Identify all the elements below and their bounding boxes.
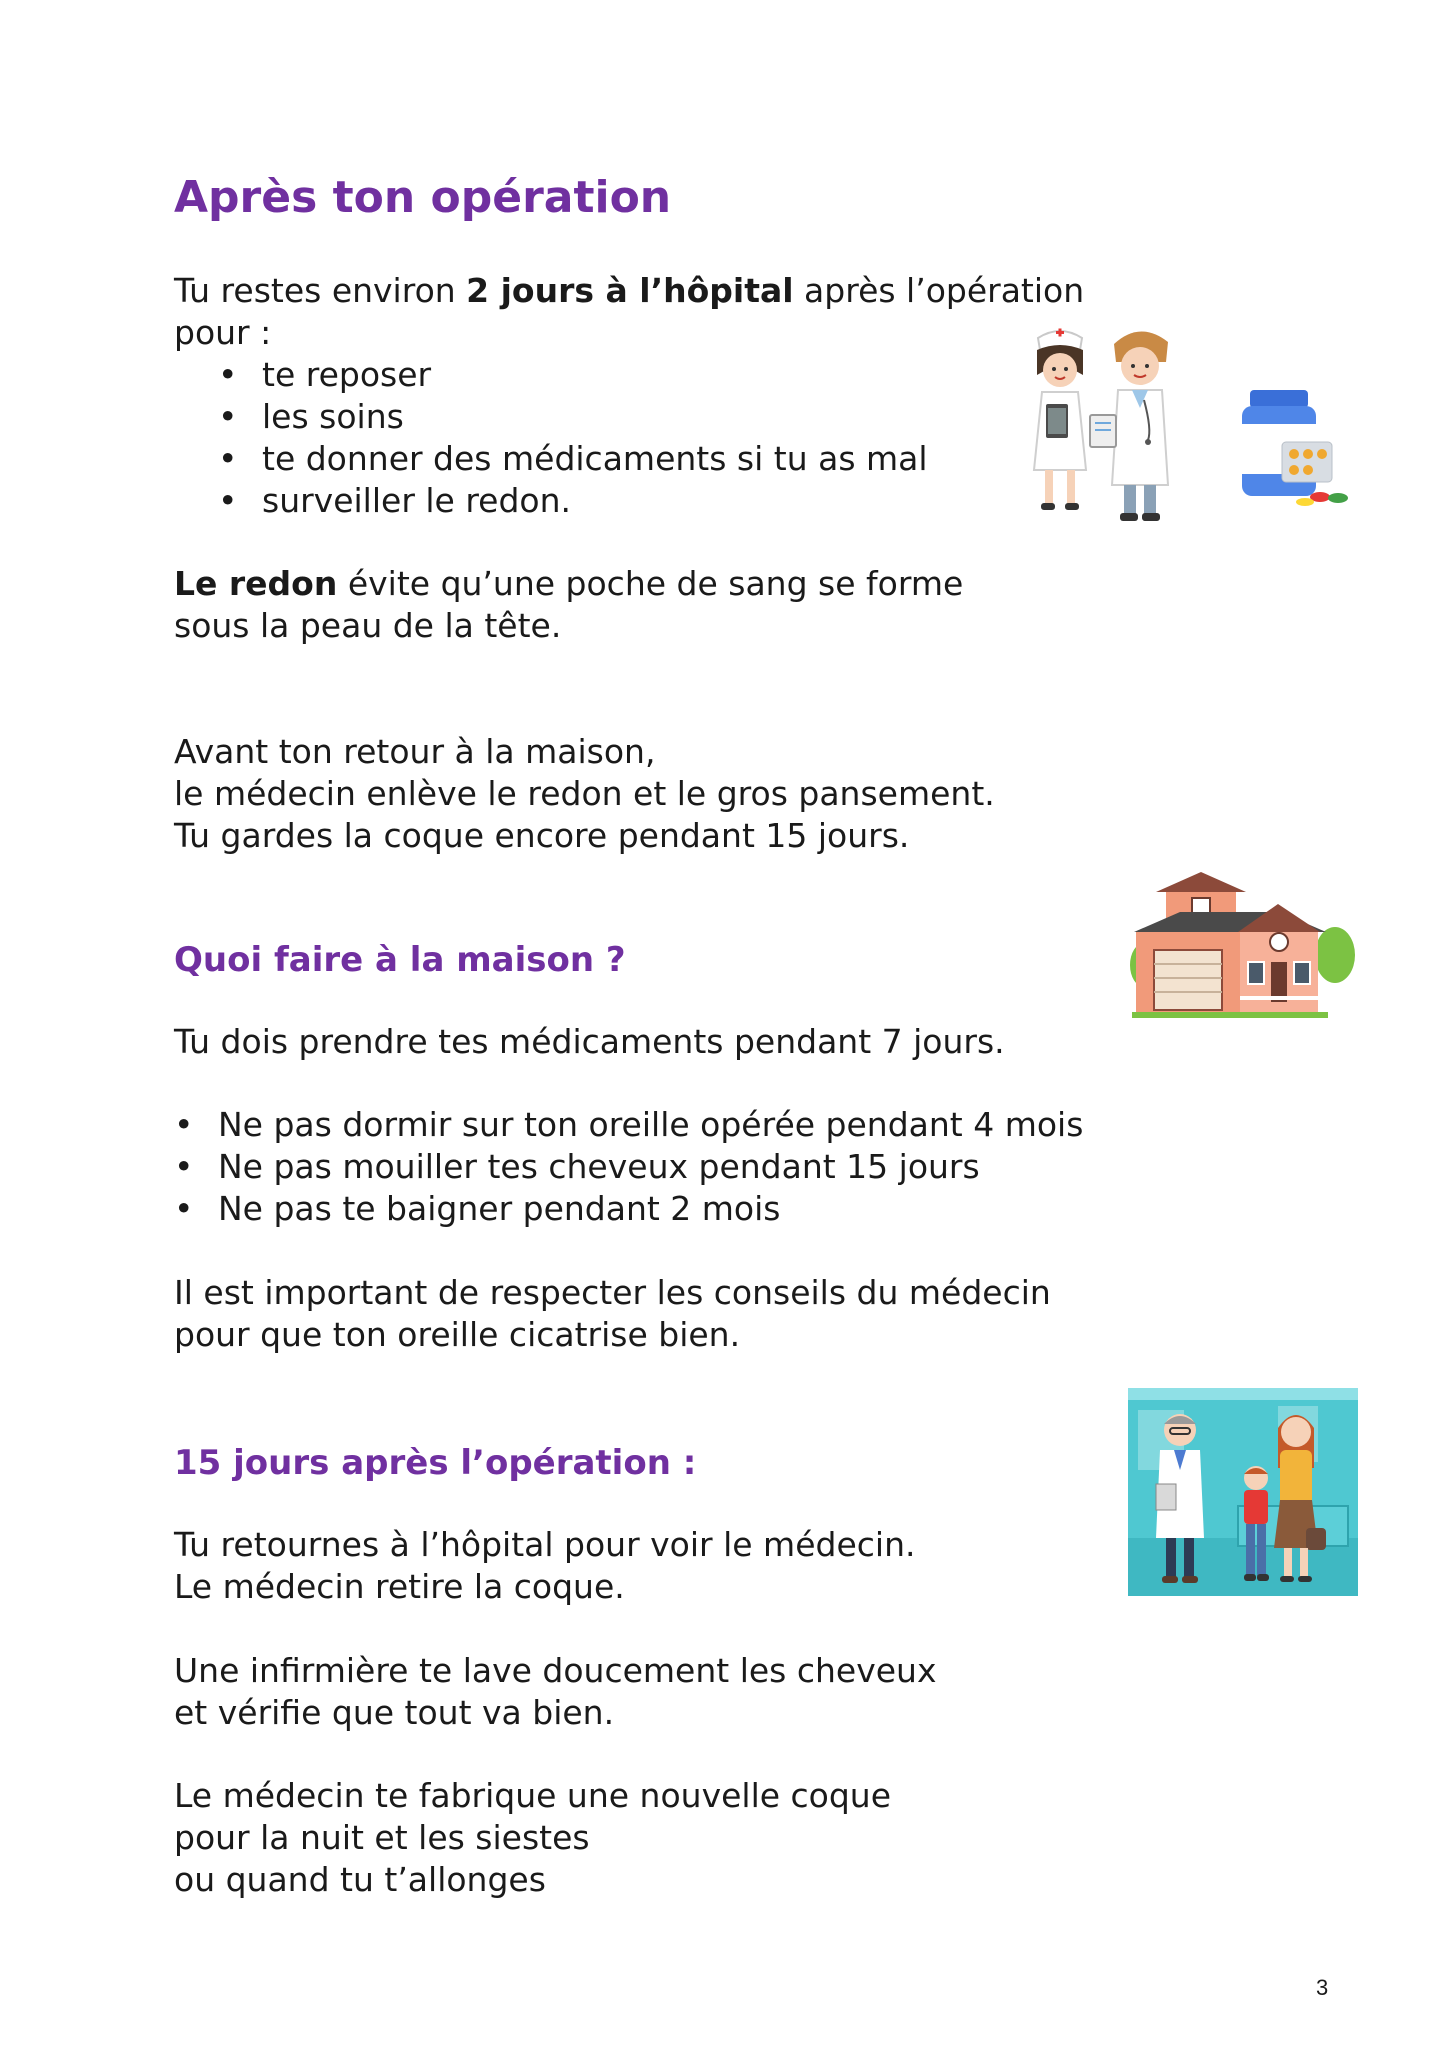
intro-bold-text: 2 jours à l’hôpital — [466, 271, 794, 310]
paragraph-line: pour que ton oreille cicatrise bien. — [174, 1315, 741, 1354]
house-icon — [1130, 872, 1355, 1018]
stay-reasons-list — [218, 354, 928, 522]
doctor-family-illustration — [1128, 1388, 1358, 1596]
paragraph-line: et vérifie que tout va bien. — [174, 1693, 615, 1732]
list-item: • te reposer — [218, 354, 928, 396]
paragraph-line: Tu gardes la coque encore pendant 15 jours. — [174, 816, 910, 855]
redon-bold-text: Le redon — [174, 564, 338, 603]
redon-text: évite qu’une poche de sang se forme — [337, 564, 964, 603]
paragraph-line: Il est important de respecter les conseils du médecin — [174, 1273, 1051, 1312]
doctor-icon — [1090, 331, 1168, 521]
medication-text: Tu dois prendre tes médicaments pendant 7 jours. — [174, 1022, 1005, 1061]
followup-paragraph-1 — [174, 1524, 1074, 1608]
paragraph-line: ou quand tu t’allonges — [174, 1860, 546, 1899]
redon-text-line2: sous la peau de la tête. — [174, 606, 562, 645]
section-heading-home: Quoi faire à la maison ? — [174, 940, 626, 980]
list-item: • Ne pas mouiller tes cheveux pendant 15 jours — [174, 1146, 1083, 1188]
home-rules-list — [174, 1104, 1083, 1230]
paragraph-line: Le médecin retire la coque. — [174, 1567, 625, 1606]
paragraph-line: Avant ton retour à la maison, — [174, 732, 656, 771]
list-item: • Ne pas te baigner pendant 2 mois — [174, 1188, 1083, 1230]
medical-staff-illustration — [1020, 320, 1370, 525]
list-item: • te donner des médicaments si tu as mal — [218, 438, 928, 480]
return-home-paragraph — [174, 731, 1174, 857]
followup-paragraph-2 — [174, 1650, 1074, 1734]
paragraph-line: pour la nuit et les siestes — [174, 1818, 590, 1857]
nurse-icon — [1034, 329, 1086, 511]
paragraph-line: Tu retournes à l’hôpital pour voir le médecin. — [174, 1525, 916, 1564]
intro-text-end: après l’opération — [793, 271, 1085, 310]
page-title: Après ton opération — [174, 172, 672, 223]
intro-paragraph — [174, 270, 1154, 354]
list-item: • surveiller le redon. — [218, 480, 928, 522]
list-item: • les soins — [218, 396, 928, 438]
paragraph-line: Le médecin te fabrique une nouvelle coque — [174, 1776, 892, 1815]
medicine-bottle-icon — [1242, 390, 1348, 506]
redon-paragraph — [174, 563, 1074, 647]
page-number: 3 — [1316, 1975, 1329, 2000]
house-illustration — [1130, 870, 1360, 1030]
intro-text-start: Tu restes environ — [174, 271, 467, 310]
section-heading-15-days: 15 jours après l’opération : — [174, 1443, 697, 1483]
paragraph-line: Une infirmière te lave doucement les cheveux — [174, 1651, 937, 1690]
intro-text-pour: pour : — [174, 313, 272, 352]
followup-paragraph-3 — [174, 1775, 1074, 1901]
list-item: • Ne pas dormir sur ton oreille opérée pendant 4 mois — [174, 1104, 1083, 1146]
paragraph-line: le médecin enlève le redon et le gros pansement. — [174, 774, 995, 813]
advice-paragraph — [174, 1272, 1174, 1356]
